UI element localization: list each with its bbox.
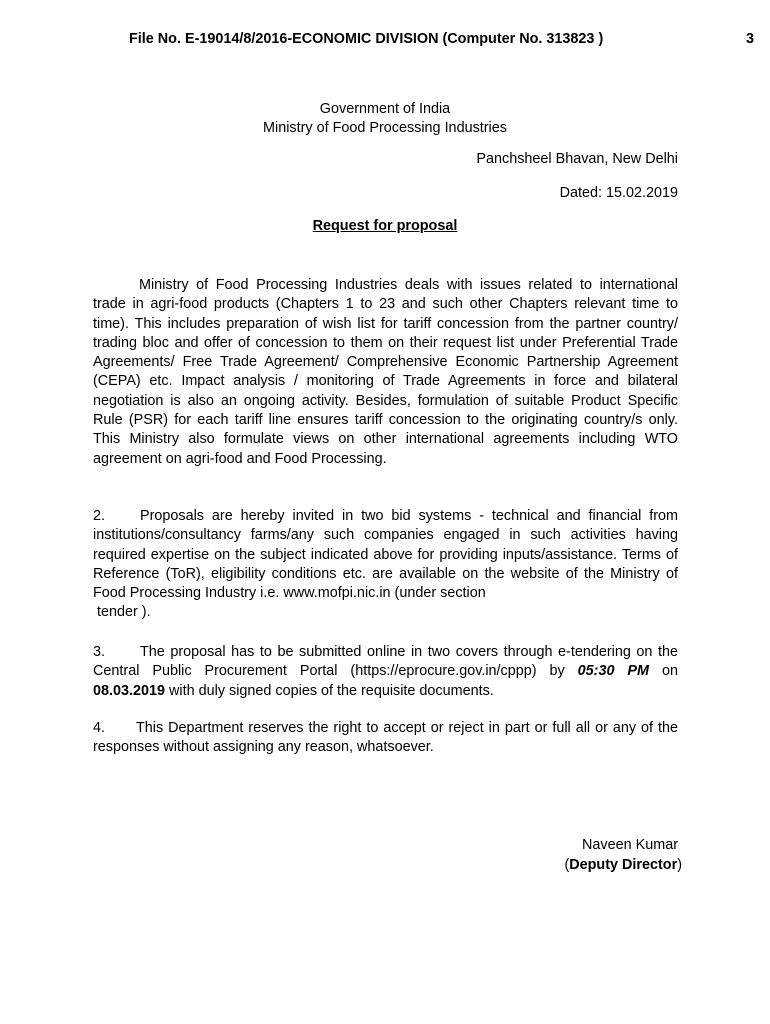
page-number: 3 <box>746 31 755 47</box>
paragraph-4 <box>93 719 678 758</box>
file-number: File No. E-19014/8/2016-ECONOMIC DIVISION (Computer No. 313823 ) <box>129 31 604 47</box>
designation-open-paren: ( <box>564 857 570 873</box>
deadline-date: 08.03.2019 <box>93 682 166 699</box>
place: Panchsheel Bhavan, New Delhi <box>476 151 678 167</box>
paragraph-4-number: 4. <box>93 720 106 736</box>
signatory-name: Naveen Kumar <box>582 837 678 853</box>
letterhead <box>0 100 770 138</box>
paragraph-3-text-b: on <box>649 663 678 680</box>
paragraph-3-text-a: The proposal has to be submitted online in two covers through e-tendering on the Central Public Procurement Portal (https://eprocure.gov.in/cppp) by <box>93 644 678 680</box>
paragraph-2-number: 2. <box>93 508 106 524</box>
paragraph-4-text: This Department reserves the right to accept or reject in part or full all or any of the responses without assigning any reason, whatsoever. <box>93 720 678 756</box>
paragraph-2-text: Proposals are hereby invited in two bid systems - technical and financial from institutions/consultancy farms/any such companies engaged in such activities having required expertise on the subject indicated above for providing inputs/assistance. Terms of Reference (ToR), eligibility conditions etc. are available on the website of the Ministry of Food Processing Industry i.e. www.mofpi.nic.in (under section <box>93 508 678 602</box>
signatory-designation: Deputy Director <box>569 857 678 873</box>
paragraph-2-tail: tender ). <box>93 604 151 621</box>
paragraph-3 <box>93 643 678 701</box>
paragraph-1: Ministry of Food Processing Industries deals with issues related to international trade in agri-food products (Chapters 1 to 23 and such other Chapters relevant time to time). This includes preparation of wish list for tariff concession from the partner country/ trading bloc and offer of concession to them on their request list under Preferential Trade Agreements/ Free Trade Agreement/ Comprehensive Economic Partnership Agreement (CEPA) etc. Impact analysis / monitoring of Trade Agreements in force and bilateral negotiation is also an ongoing activity. Besides, formulation of suitable Product Specific Rule (PSR) for each tariff line ensures tariff concession to the originating country/s only. This Ministry also formulate views on other international agreements including WTO agreement on agri-food and Food Processing. <box>93 277 678 467</box>
ministry-name: Ministry of Food Processing Industries <box>263 120 507 136</box>
signature-block <box>564 835 682 875</box>
paragraph-3-text-c: with duly signed copies of the requisite documents. <box>165 682 494 699</box>
signatory-designation-line <box>564 855 682 875</box>
page-header <box>0 31 770 51</box>
designation-close-paren: ) <box>677 857 682 873</box>
paragraph-2 <box>93 507 678 623</box>
government-name: Government of India <box>319 101 451 117</box>
document-title: Request for proposal <box>312 218 458 234</box>
paragraph-3-number: 3. <box>93 644 106 660</box>
date-line: Dated: 15.02.2019 <box>559 185 678 201</box>
deadline-time: 05:30 PM <box>577 663 650 680</box>
